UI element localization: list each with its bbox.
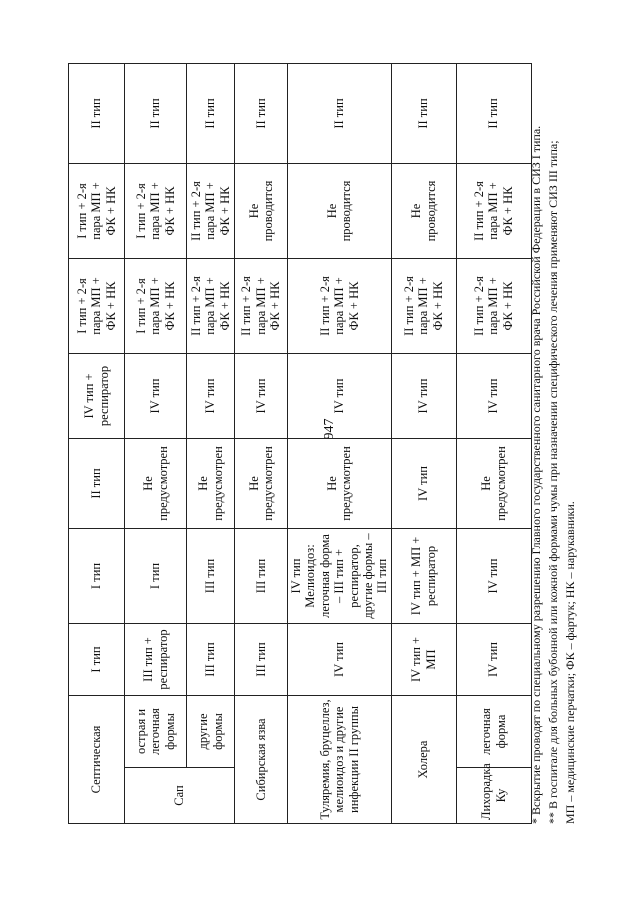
table-cell: IV тип [125,353,187,438]
table-cell: IV тип + респиратор [69,353,125,438]
table-cell: Не предусмотрен [456,438,531,528]
footnote: ** В госпитале для больных бубонной или кожной формами чумы при назначении специфического лечения применяют СИЗ III типа; [546,140,560,824]
table-row [456,63,531,823]
table-cell: Не проводится [391,163,456,258]
table-cell: I тип + 2-я пара МП + ФК + НК [69,163,125,258]
table-cell: III тип + респиратор [125,623,187,695]
table-cell: II тип + 2-я пара МП + ФК + НК [187,258,235,353]
table-cell: IV тип [391,438,456,528]
table-cell: II тип + 2-я пара МП + ФК + НК [187,163,235,258]
table-cell: II тип + 2-я пара МП + ФК + НК [456,258,531,353]
table-row [125,63,187,823]
disease-cell: Туляремия, бруцеллез, мелиоидоз и другие инфекции II группы [288,695,392,823]
table-cell: IV тип + МП + респиратор [391,528,456,623]
table-cell: II тип [456,63,531,163]
table-cell: III тип [235,623,288,695]
table-cell: II тип + 2-я пара МП + ФК + НК [235,258,288,353]
rotated-page-content [68,24,628,824]
disease-cell: Холера [391,695,456,823]
table-cell: Не предусмотрен [235,438,288,528]
table-cell: I тип [69,623,125,695]
table-cell: I тип + 2-я пара МП + ФК + НК [125,163,187,258]
table-cell: I тип + 2-я пара МП + ФК + НК [69,258,125,353]
table-cell: Не предусмотрен [125,438,187,528]
disease-form-cell: острая и легочная формы [125,695,187,767]
table-cell: IV тип [456,623,531,695]
table-row [391,63,456,823]
footnote: * Вскрытие проводят по специальному разрешению Главного государственного санитарного врача Российской Федерации в СИЗ I типа. [529,125,543,824]
disease-cell: Септическая [69,695,125,823]
protective-equipment-table [68,63,532,824]
disease-group-cell: Лихорадка Ку [456,768,531,824]
table-cell: II тип [391,63,456,163]
disease-form-cell: легочная форма [456,695,531,767]
table-cell: III тип [187,528,235,623]
table-cell: I тип [125,528,187,623]
table-cell: Не проводится [288,163,392,258]
table-cell: III тип [187,623,235,695]
table-cell: II тип [69,63,125,163]
table-cell: Не проводится [235,163,288,258]
table-cell: IV тип [288,353,392,438]
table-cell: IV тип [235,353,288,438]
page-number: 947 [322,418,337,440]
table-cell: IV тип + МП [391,623,456,695]
table-cell: II тип [187,63,235,163]
table-cell: II тип [125,63,187,163]
table-cell: I тип [69,528,125,623]
table-cell: IV тип [456,528,531,623]
table-row [187,63,235,823]
disease-form-cell: другие формы [187,695,235,767]
disease-group-cell: Сап [125,768,235,824]
disease-cell: Сибирская язва [235,695,288,823]
table-row [69,63,125,823]
table-cell: II тип + 2-я пара МП + ФК + НК [288,258,392,353]
table-cell: IV тип [187,353,235,438]
table-cell: IV тип Мелиоидоз: легочная форма – III тип + респиратор, другие формы – III тип [288,528,392,623]
table-row [288,63,392,823]
table-cell: IV тип [456,353,531,438]
table-cell: IV тип [288,623,392,695]
table-cell: II тип + 2-я пара МП + ФК + НК [391,258,456,353]
table-cell: II тип [288,63,392,163]
table-cell: II тип [235,63,288,163]
footnote: МП – медицинские перчатки; ФК – фартук; НК – нарукавники. [563,501,577,824]
table-cell: IV тип [391,353,456,438]
table-cell: I тип + 2-я пара МП + ФК + НК [125,258,187,353]
table-cell: Не предусмотрен [288,438,392,528]
table-cell: II тип [69,438,125,528]
table-cell: II тип + 2-я пара МП + ФК + НК [456,163,531,258]
table-cell: Не предусмотрен [187,438,235,528]
table-row [235,63,288,823]
table-cell: III тип [235,528,288,623]
footnotes [528,64,579,824]
